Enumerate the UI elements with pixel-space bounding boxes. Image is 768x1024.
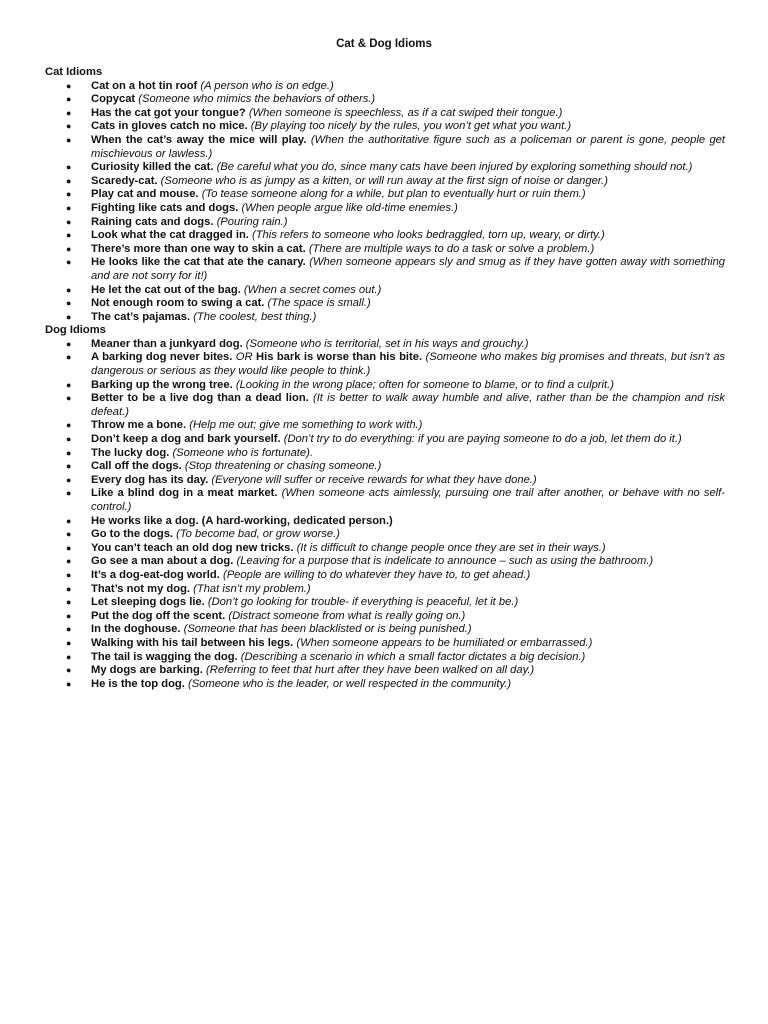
idiom-meaning: (A person who is on edge.) [200,79,334,92]
idiom-phrase-alt: His bark is worse than his bite. [256,351,423,364]
idiom-phrase: When the cat’s away the mice will play. [91,133,307,146]
list-item [45,229,725,243]
bullet-icon: ● [66,284,72,295]
list-item [45,120,725,134]
idiom-meaning: (The space is small.) [267,297,371,310]
list-item [45,256,725,283]
idiom-meaning: (Don’t go looking for trouble- if everything is peaceful, let it be.) [207,596,519,609]
idiom-meaning: (To become bad, or grow worse.) [176,528,340,541]
idiom-meaning: (By playing too nicely by the rules, you won’t get what you want.) [250,120,572,133]
idiom-meaning: (Be careful what you do, since many cats have been injured by exploring something should not.) [216,161,693,174]
idiom-meaning: (People are willing to do whatever they have to, to get ahead.) [222,568,531,581]
list-item [45,569,725,583]
list-item [45,379,725,393]
idiom-phrase: Like a blind dog in a meat market. [91,487,278,500]
idiom-phrase: He looks like the cat that ate the canary. [91,256,306,269]
idiom-phrase: Go see a man about a dog. [91,555,234,568]
list-item [45,487,725,514]
idiom-phrase: He works like a dog. (A hard-working, dedicated person.) [91,514,393,527]
idiom-meaning: (It is difficult to change people once they are set in their ways.) [296,541,606,554]
idiom-phrase: You can’t teach an old dog new tricks. [91,541,294,554]
dog-idioms-heading: Dog Idioms [45,324,106,337]
idiom-meaning: (Someone who is the leader, or well respected in the community.) [187,677,512,690]
idiom-meaning: (When someone acts aimlessly, pursuing one trail after another, or behave with no self-control.) [91,487,726,513]
idiom-meaning: (Someone who is fortunate). [172,446,313,459]
bullet-icon: ● [66,515,72,526]
bullet-icon: ● [66,121,72,132]
idiom-phrase: A barking dog never bites. [91,351,233,364]
idiom-meaning: (Looking in the wrong place; often for someone to blame, or to find a culprit.) [235,378,614,391]
bullet-icon: ● [66,420,72,431]
bullet-icon: ● [66,651,72,662]
idiom-meaning: (The coolest, best thing.) [193,310,317,323]
list-item [45,596,725,610]
idiom-connector: OR [235,351,253,364]
bullet-icon: ● [66,583,72,594]
idiom-meaning: (Distract someone from what is really going on.) [228,609,466,622]
list-item [45,610,725,624]
idiom-phrase: Don’t keep a dog and bark yourself. [91,433,281,446]
bullet-icon: ● [66,529,72,540]
idiom-phrase: Fighting like cats and dogs. [91,201,239,214]
idiom-phrase: Call off the dogs. [91,460,182,473]
list-item [45,80,725,94]
bullet-icon: ● [66,94,72,105]
bullet-icon: ● [66,175,72,186]
list-item [45,664,725,678]
list-item [45,678,725,692]
bullet-icon: ● [66,542,72,553]
idiom-meaning: (To tease someone along for a while, but plan to eventually hurt or ruin them.) [201,188,586,201]
idiom-meaning: (When a secret comes out.) [243,283,382,296]
idiom-meaning: (Someone who is territorial, set in his ways and grouchy.) [245,337,529,350]
bullet-icon: ● [66,230,72,241]
idiom-phrase: Not enough room to swing a cat. [91,297,265,310]
bullet-icon: ● [66,379,72,390]
document-body [45,66,725,691]
bullet-icon: ● [66,189,72,200]
list-item [45,216,725,230]
idiom-phrase: Look what the cat dragged in. [91,229,249,242]
bullet-icon: ● [66,257,72,268]
idiom-phrase: He let the cat out of the bag. [91,283,241,296]
bullet-icon: ● [66,569,72,580]
bullet-icon: ● [66,624,72,635]
idiom-phrase: Has the cat got your tongue? [91,106,246,119]
idiom-meaning: (Referring to feet that hurt after they have been walked on all day.) [206,664,535,677]
list-item [45,583,725,597]
list-item [45,188,725,202]
idiom-phrase: Raining cats and dogs. [91,215,214,228]
idiom-meaning: (It is better to walk away humble and alive, rather than be the champion and risk defeat.) [91,392,726,418]
idiom-phrase: Curiosity killed the cat. [91,161,214,174]
page-title: Cat & Dog Idioms [336,38,432,50]
idiom-phrase: Cats in gloves catch no mice. [91,120,248,133]
bullet-icon: ● [66,243,72,254]
bullet-icon: ● [66,162,72,173]
idiom-phrase: Every dog has its day. [91,473,209,486]
idiom-phrase: The cat’s pajamas. [91,310,191,323]
idiom-phrase: Cat on a hot tin roof [91,79,198,92]
idiom-phrase: Let sleeping dogs lie. [91,596,205,609]
list-item [45,392,725,419]
list-item [45,623,725,637]
list-item [45,93,725,107]
bullet-icon: ● [66,665,72,676]
idiom-meaning: (Someone who is as jumpy as a kitten, or will run away at the first sign of noise or danger.) [160,174,608,187]
bullet-icon: ● [66,134,72,145]
cat-idioms-list [45,80,725,325]
list-item [45,175,725,189]
idiom-phrase: Play cat and mouse. [91,188,199,201]
list-item [45,474,725,488]
list-item [45,637,725,651]
bullet-icon: ● [66,434,72,445]
idiom-phrase: Better to be a live dog than a dead lion. [91,392,309,405]
idiom-phrase: He is the top dog. [91,677,185,690]
bullet-icon: ● [66,461,72,472]
list-item [45,542,725,556]
idiom-meaning: (This refers to someone who looks bedraggled, torn up, weary, or dirty.) [252,229,605,242]
list-item [45,351,725,378]
idiom-phrase: The lucky dog. [91,446,170,459]
list-item [45,515,725,529]
idiom-phrase: Throw me a bone. [91,419,187,432]
idiom-phrase: Put the dog off the scent. [91,609,226,622]
bullet-icon: ● [66,393,72,404]
idiom-phrase: That’s not my dog. [91,582,191,595]
idiom-meaning: (Pouring rain.) [216,215,288,228]
bullet-icon: ● [66,80,72,91]
idiom-phrase: Meaner than a junkyard dog. [91,337,243,350]
idiom-phrase: In the doghouse. [91,623,181,636]
bullet-icon: ● [66,202,72,213]
bullet-icon: ● [66,338,72,349]
idiom-meaning: (When someone appears sly and smug as if they have gotten away with something and are not sorry for it!) [91,256,726,282]
bullet-icon: ● [66,352,72,363]
idiom-phrase: It’s a dog-eat-dog world. [91,568,220,581]
idiom-meaning: (When someone is speechless, as if a cat swiped their tongue.) [248,106,563,119]
idiom-phrase: Walking with his tail between his legs. [91,636,294,649]
bullet-icon: ● [66,311,72,322]
idiom-meaning: (Someone that has been blacklisted or is being punished.) [183,623,472,636]
bullet-icon: ● [66,610,72,621]
list-item [45,338,725,352]
list-item [45,555,725,569]
list-item [45,202,725,216]
bullet-icon: ● [66,597,72,608]
list-item [45,433,725,447]
dog-idioms-list [45,338,725,691]
idiom-phrase: Copycat [91,93,136,106]
bullet-icon: ● [66,447,72,458]
idiom-meaning: (That isn’t my problem.) [193,582,311,595]
idiom-phrase: Go to the dogs. [91,528,174,541]
idiom-meaning: (There are multiple ways to do a task or solve a problem.) [308,242,595,255]
idiom-phrase: My dogs are barking. [91,664,203,677]
list-item [45,419,725,433]
bullet-icon: ● [66,678,72,689]
idiom-meaning: (Help me out; give me something to work with.) [189,419,423,432]
idiom-meaning: (Don’t try to do everything: if you are paying someone to do a job, let them do it.) [283,433,682,446]
bullet-icon: ● [66,488,72,499]
bullet-icon: ● [66,216,72,227]
bullet-icon: ● [66,474,72,485]
list-item [45,651,725,665]
bullet-icon: ● [66,637,72,648]
idiom-meaning: (Describing a scenario in which a small factor dictates a big decision.) [240,650,586,663]
list-item [45,528,725,542]
bullet-icon: ● [66,298,72,309]
idiom-meaning: (Stop threatening or chasing someone.) [184,460,382,473]
idiom-phrase: Barking up the wrong tree. [91,378,233,391]
idiom-meaning: (Everyone will suffer or receive rewards for what they have done.) [211,473,537,486]
list-item [45,447,725,461]
idiom-meaning: (When people argue like old-time enemies.) [241,201,458,214]
list-item [45,107,725,121]
list-item [45,134,725,161]
list-item [45,460,725,474]
list-item [45,311,725,325]
idiom-phrase: Scaredy-cat. [91,174,158,187]
bullet-icon: ● [66,107,72,118]
idiom-meaning: (Someone who mimics the behaviors of others.) [138,93,376,106]
list-item [45,243,725,257]
list-item [45,161,725,175]
list-item [45,297,725,311]
list-item [45,284,725,298]
idiom-meaning: (When someone appears to be humiliated or embarrassed.) [296,636,593,649]
idiom-meaning: (Someone who makes big promises and threats, but isn’t as dangerous or serious as they would like people to think.) [91,351,726,378]
idiom-phrase: There’s more than one way to skin a cat. [91,242,306,255]
bullet-icon: ● [66,556,72,567]
idiom-phrase: The tail is wagging the dog. [91,650,238,663]
idiom-meaning: (Leaving for a purpose that is indelicate to announce – such as using the bathroom.) [236,555,654,568]
idiom-meaning: (When the authoritative figure such as a policeman or parent is gone, people get mischievous or lawless.) [91,133,725,160]
cat-idioms-heading: Cat Idioms [45,66,103,78]
